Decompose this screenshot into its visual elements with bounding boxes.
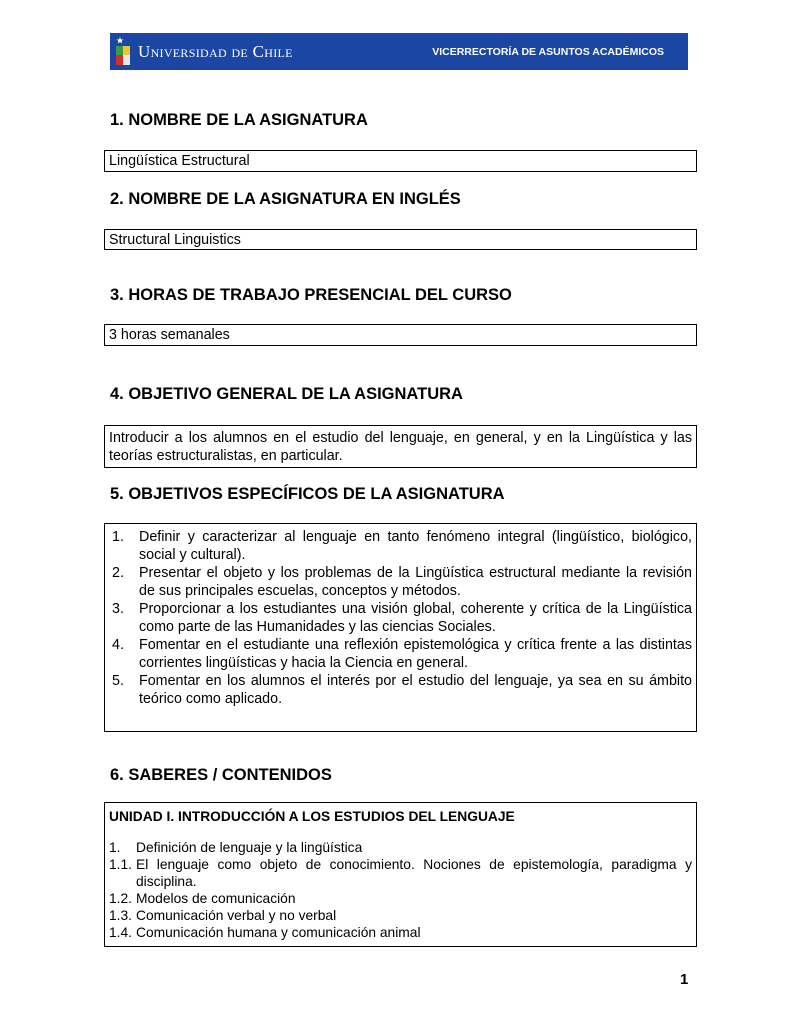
item-text: Fomentar en los alumnos el interés por el estudio del lenguaje, ya sea en su ámbito teórico como aplicado. <box>139 673 692 707</box>
item-number: 1. <box>112 529 124 545</box>
university-name: Universidad de Chile <box>138 42 293 61</box>
unit-name: VICERRECTORÍA DE ASUNTOS ACADÉMICOS <box>432 46 664 58</box>
content-item <box>109 924 692 941</box>
item-text: Modelos de comunicación <box>136 891 296 906</box>
objective-item <box>109 672 692 708</box>
item-text: Fomentar en el estudiante una reflexión epistemológica y crítica frente a las distintas corrientes lingüísticas y hacia la Ciencia en general. <box>139 637 692 671</box>
general-objective-box <box>104 425 697 468</box>
item-text: Presentar el objeto y los problemas de la Lingüística estructural mediante la revisión de sus principales escuelas, conceptos y métodos. <box>139 565 692 599</box>
item-number: 1. <box>109 840 121 855</box>
page-number: 1 <box>680 971 689 988</box>
contents-box <box>104 802 697 947</box>
section-title: 3. HORAS DE TRABAJO PRESENCIAL DEL CURSO <box>110 286 512 304</box>
university-logo-icon <box>116 37 130 66</box>
english-name: Structural Linguistics <box>109 232 241 248</box>
section-title: 5. OBJETIVOS ESPECÍFICOS DE LA ASIGNATURA <box>110 485 505 503</box>
item-number: 1.3. <box>109 908 133 923</box>
hours: 3 horas semanales <box>109 327 230 343</box>
objective-item <box>109 636 692 672</box>
specific-objectives-box <box>104 523 697 732</box>
item-text: Proporcionar a los estudiantes una visión global, coherente y crítica de la Lingüística como parte de las Humanidades y las ciencias Sociales. <box>139 601 692 635</box>
objective-item <box>109 564 692 600</box>
item-text: Comunicación humana y comunicación animal <box>136 925 421 940</box>
section-title: 1. NOMBRE DE LA ASIGNATURA <box>110 111 368 129</box>
content-item <box>109 890 692 907</box>
item-number: 2. <box>112 565 124 581</box>
item-number: 5. <box>112 673 124 689</box>
objective-item <box>109 528 692 564</box>
content-item <box>109 856 692 890</box>
item-text: El lenguaje como objeto de conocimiento. Nociones de epistemología, paradigma y disciplina. <box>136 857 692 889</box>
item-text: Definir y caracterizar al lenguaje en tanto fenómeno integral (lingüístico, biológico, social y cultural). <box>139 529 692 563</box>
section-title: 4. OBJETIVO GENERAL DE LA ASIGNATURA <box>110 385 463 403</box>
item-number: 1.4. <box>109 925 133 940</box>
header-banner <box>110 33 688 70</box>
unit-title: UNIDAD I. INTRODUCCIÓN A LOS ESTUDIOS DEL LENGUAJE <box>109 809 515 824</box>
course-name: Lingüística Estructural <box>109 153 250 169</box>
general-objective: Introducir a los alumnos en el estudio del lenguaje, en general, y en la Lingüística y las teorías estructuralistas, en particular. <box>109 430 692 464</box>
item-number: 1.1. <box>109 857 133 872</box>
objective-item <box>109 600 692 636</box>
content-item <box>109 907 692 924</box>
content-item <box>109 839 692 856</box>
item-number: 3. <box>112 601 124 617</box>
english-name-box <box>104 229 697 250</box>
item-number: 4. <box>112 637 124 653</box>
hours-box <box>104 324 697 346</box>
section-title: 6. SABERES / CONTENIDOS <box>110 766 332 784</box>
item-text: Definición de lenguaje y la lingüística <box>136 840 363 855</box>
section-title: 2. NOMBRE DE LA ASIGNATURA EN INGLÉS <box>110 190 461 208</box>
course-name-box <box>104 150 697 172</box>
item-number: 1.2. <box>109 891 133 906</box>
item-text: Comunicación verbal y no verbal <box>136 908 337 923</box>
